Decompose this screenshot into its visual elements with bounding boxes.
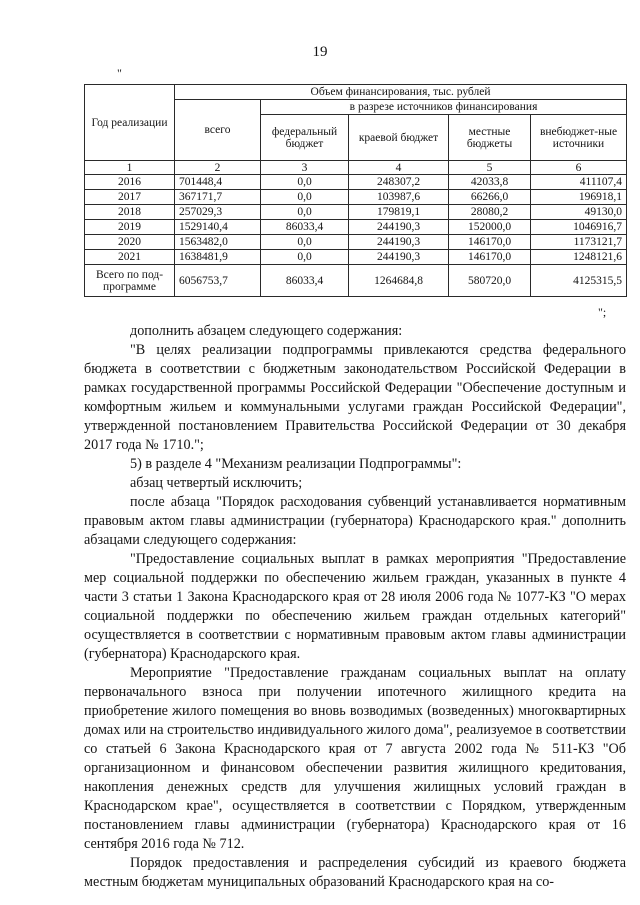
extrabudget-cell: 1046916,7: [531, 220, 627, 235]
local-cell: 580720,0: [449, 265, 531, 297]
paragraph: Порядок предоставления и распределения субсидий из краевого бюджета местным бюджетам муниципальных образований Краснодарского края на со-: [84, 855, 626, 890]
column-number: 3: [261, 161, 349, 175]
opening-quote-mark: ": [117, 66, 122, 80]
regional-cell: 248307,2: [349, 175, 449, 190]
table-total-row: [85, 265, 627, 297]
paragraph: Мероприятие "Предоставление гражданам социальных выплат на оплату первоначального взноса при получении ипотечного жилищного кредита на приобретение жилого помещения во вновь возводимых (возведенных) многоквартирных домах или на строительство индивидуального жилого дома", реализуемое в соответствии со статьей 6 Закона Краснодарского края от 7 августа 2002 года № 511-КЗ "Об организационном и финансовом обеспечении развития жилищного кредитования, накопления денежных средств для улучшения жилищных условий граждан в Краснодарском крае", осуществляется в соответствии с Порядком, утвержденным постановлением главы администрации (губернатора) Краснодарского края от 16 сентября 2016 года № 712.: [84, 665, 626, 852]
header-local: местные бюджеты: [449, 115, 531, 161]
header-federal: федеральный бюджет: [261, 115, 349, 161]
total-cell: 1529140,4: [175, 220, 261, 235]
paragraph: дополнить абзацем следующего содержания:: [130, 323, 403, 339]
header-regional: краевой бюджет: [349, 115, 449, 161]
table-row: [85, 190, 627, 205]
extrabudget-cell: 1173121,7: [531, 235, 627, 250]
year-cell: Всего по под-программе: [85, 265, 175, 297]
paragraph: после абзаца "Порядок расходования субвенций устанавливается нормативным правовым актом главы администрации (губернатора) Краснодарского края." дополнить абзацами следующего содержания:: [84, 494, 626, 548]
regional-cell: 244190,3: [349, 250, 449, 265]
total-cell: 367171,7: [175, 190, 261, 205]
local-cell: 152000,0: [449, 220, 531, 235]
column-number: 6: [531, 161, 627, 175]
table-row: [85, 205, 627, 220]
page-number: 19: [312, 44, 328, 60]
column-number: 2: [175, 161, 261, 175]
local-cell: 42033,8: [449, 175, 531, 190]
table-row: [85, 250, 627, 265]
federal-cell: 0,0: [261, 205, 349, 220]
header-extrabudget: внебюджет-ные источники: [531, 115, 627, 161]
year-cell: 2017: [85, 190, 175, 205]
federal-cell: 0,0: [261, 250, 349, 265]
header-year: Год реализации: [85, 85, 175, 161]
column-number: 4: [349, 161, 449, 175]
closing-quote-mark: ";: [598, 305, 607, 319]
table-row: [85, 220, 627, 235]
extrabudget-cell: 1248121,6: [531, 250, 627, 265]
regional-cell: 103987,6: [349, 190, 449, 205]
header-by-sources: в разрезе источников финансирования: [261, 100, 627, 115]
column-number-row: [85, 161, 627, 175]
header-volume: Объем финансирования, тыс. рублей: [175, 85, 627, 100]
year-cell: 2020: [85, 235, 175, 250]
federal-cell: 0,0: [261, 190, 349, 205]
table-row: [85, 175, 627, 190]
paragraph: "В целях реализации подпрограммы привлекаются средства федерального бюджета в соответствии с бюджетным законодательством Российской Федерации в рамках государственной программы Российской Федерации "Обеспечение доступным и комфортным жильем и коммунальными услугами граждан Российской Федерации", утвержденной постановлением Правительства Российской Федерации от 30 декабря 2017 года № 1710.";: [84, 342, 626, 453]
federal-cell: 0,0: [261, 235, 349, 250]
document-body: [84, 322, 626, 892]
extrabudget-cell: 49130,0: [531, 205, 627, 220]
table-row: [85, 235, 627, 250]
paragraph: 5) в разделе 4 "Механизм реализации Подпрограммы":: [130, 456, 462, 472]
local-cell: 66266,0: [449, 190, 531, 205]
federal-cell: 86033,4: [261, 265, 349, 297]
year-cell: 2016: [85, 175, 175, 190]
paragraph: абзац четвертый исключить;: [130, 475, 303, 491]
extrabudget-cell: 196918,1: [531, 190, 627, 205]
regional-cell: 244190,3: [349, 235, 449, 250]
total-cell: 257029,3: [175, 205, 261, 220]
table-header-row: [85, 85, 627, 100]
year-cell: 2021: [85, 250, 175, 265]
regional-cell: 1264684,8: [349, 265, 449, 297]
regional-cell: 244190,3: [349, 220, 449, 235]
extrabudget-cell: 4125315,5: [531, 265, 627, 297]
regional-cell: 179819,1: [349, 205, 449, 220]
total-cell: 1563482,0: [175, 235, 261, 250]
column-number: 5: [449, 161, 531, 175]
total-cell: 6056753,7: [175, 265, 261, 297]
header-total: всего: [175, 100, 261, 161]
local-cell: 146170,0: [449, 235, 531, 250]
total-cell: 701448,4: [175, 175, 261, 190]
total-cell: 1638481,9: [175, 250, 261, 265]
year-cell: 2018: [85, 205, 175, 220]
federal-cell: 86033,4: [261, 220, 349, 235]
financing-table: [84, 84, 627, 297]
extrabudget-cell: 411107,4: [531, 175, 627, 190]
local-cell: 146170,0: [449, 250, 531, 265]
year-cell: 2019: [85, 220, 175, 235]
federal-cell: 0,0: [261, 175, 349, 190]
paragraph: "Предоставление социальных выплат в рамках мероприятия "Предоставление мер социальной поддержки по обеспечению жильем граждан, указанных в пункте 4 части 3 статьи 1 Закона Краснодарского края от 28 июля 2006 года № 1077-КЗ "О мерах социальной поддержки по обеспечению жильем граждан отдельных категорий" осуществляется в соответствии с нормативным правовым актом главы администрации (губернатора) Краснодарского края.: [84, 551, 626, 662]
local-cell: 28080,2: [449, 205, 531, 220]
column-number: 1: [85, 161, 175, 175]
